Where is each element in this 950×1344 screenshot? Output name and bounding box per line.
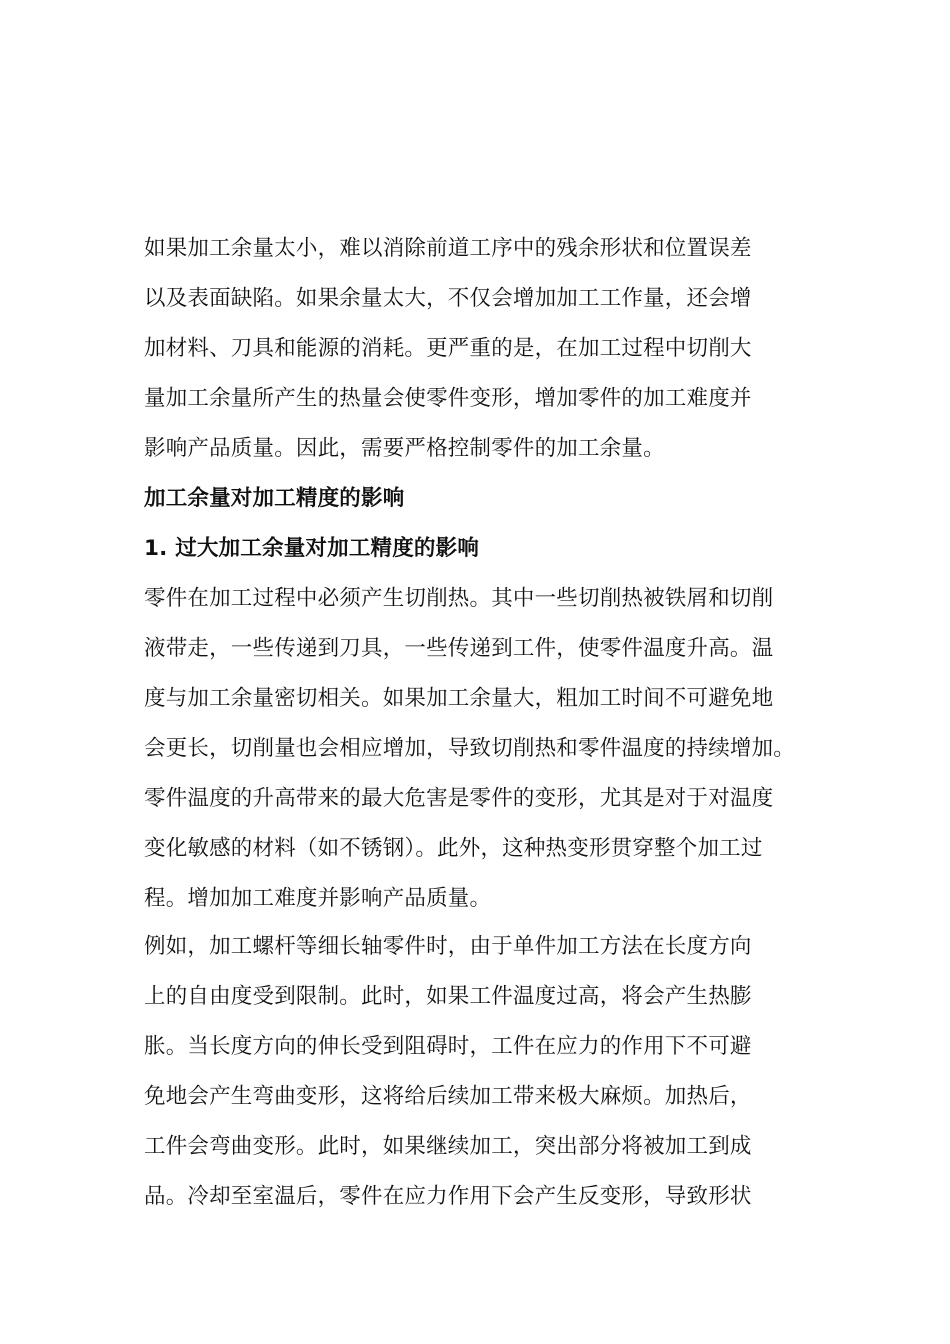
- paragraph-line: 液带走，一些传递到刀具，一些传递到工件，使零件温度升高。温: [144, 636, 774, 661]
- paragraph-line: 工件会弯曲变形。此时，如果继续加工，突出部分将被加工到成: [144, 1134, 752, 1159]
- paragraph-line: 影响产品质量。因此，需要严格控制零件的加工余量。: [144, 436, 665, 461]
- paragraph-line: 程。增加加工难度并影响产品质量。: [144, 886, 492, 911]
- paragraph-line: 例如，加工螺杆等细长轴零件时，由于单件加工方法在长度方向: [144, 934, 752, 959]
- paragraph-line: 上的自由度受到限制。此时，如果工件温度过高，将会产生热膨: [144, 984, 752, 1009]
- paragraph-line: 变化敏感的材料（如不锈钢）。此外，这种热变形贯穿整个加工过: [144, 836, 763, 861]
- paragraph-line: 度与加工余量密切相关。如果加工余量大，粗加工时间不可避免地: [144, 686, 774, 711]
- paragraph-line: 如果加工余量太小，难以消除前道工序中的残余形状和位置误差: [144, 236, 752, 261]
- paragraph-line: 零件在加工过程中必须产生切削热。其中一些切削热被铁屑和切削: [144, 586, 774, 611]
- paragraph-line: 品。冷却至室温后，零件在应力作用下会产生反变形，导致形状: [144, 1184, 752, 1209]
- paragraph-line: 以及表面缺陷。如果余量太大，不仅会增加加工工作量，还会增: [144, 286, 752, 311]
- paragraph-line: 胀。当长度方向的伸长受到阻碍时，工件在应力的作用下不可避: [144, 1034, 752, 1059]
- paragraph-line: 量加工余量所产生的热量会使零件变形，增加零件的加工难度并: [144, 386, 752, 411]
- paragraph-line: 零件温度的升高带来的最大危害是零件的变形，尤其是对于对温度: [144, 786, 774, 811]
- subsection-heading: 1. 过大加工余量对加工精度的影响: [144, 536, 480, 561]
- section-heading: 加工余量对加工精度的影响: [144, 486, 405, 511]
- paragraph-line: 免地会产生弯曲变形，这将给后续加工带来极大麻烦。加热后，: [144, 1084, 752, 1109]
- paragraph-line: 加材料、刀具和能源的消耗。更严重的是，在加工过程中切削大: [144, 336, 752, 361]
- paragraph-line: 会更长，切削量也会相应增加，导致切削热和零件温度的持续增加。: [144, 736, 796, 761]
